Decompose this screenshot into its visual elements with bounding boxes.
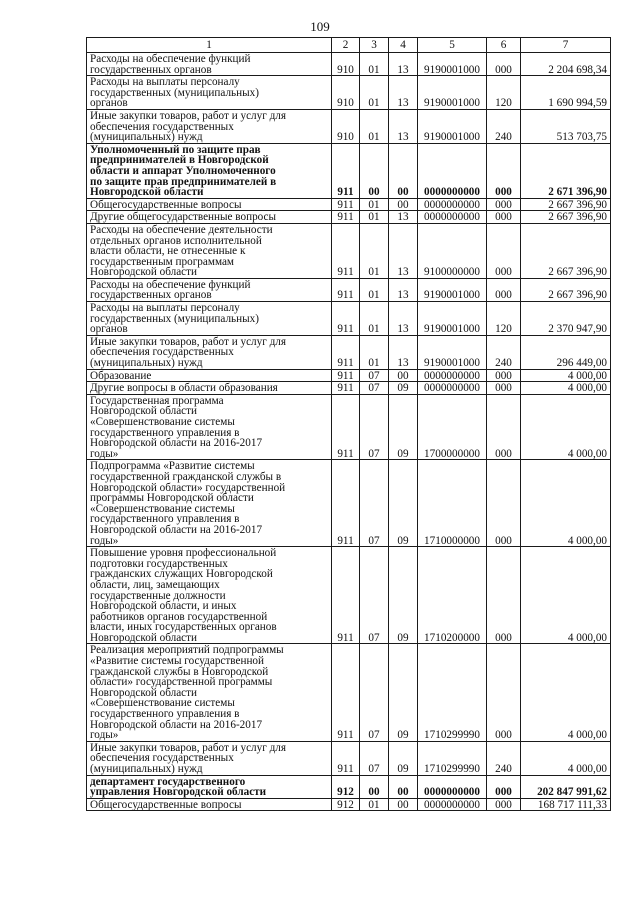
item-name-line: Новгородской области на 2016-2017 [90,718,263,731]
item-name-line: государственных органов [90,63,212,76]
subsection-code-cell: 13 [389,76,418,110]
amount-cell: 2 667 396,90 [521,198,611,211]
subsection-code-cell: 13 [389,302,418,336]
table-row [87,109,611,143]
expense-type-cell: 000 [487,382,521,395]
target-article-cell: 0000000000 [418,798,487,811]
table-row [87,278,611,301]
item-name-line: государственной гражданской службы в [90,470,282,483]
target-article-cell: 9190001000 [418,109,487,143]
subsection-code-cell: 00 [389,775,418,798]
chapter-code-cell: 911 [332,143,360,198]
section-code-cell: 07 [360,644,389,741]
item-name-line: Расходы на выплаты персоналу [90,302,240,315]
item-name-line: программы Новгородской области [90,492,254,505]
section-code-cell: 01 [360,302,389,336]
subsection-code-cell: 09 [389,547,418,644]
target-article-cell: 0000000000 [418,211,487,224]
item-name-line: Другие общегосударственные вопросы [90,211,277,224]
item-name-line: Новгородской области на 2016-2017 [90,437,263,450]
expense-type-cell: 240 [487,335,521,369]
item-name-line: Новгородской области» государственной [90,481,286,494]
item-name-line: Новгородской области, и иных [90,600,237,613]
subsection-code-cell: 00 [389,798,418,811]
item-name-cell [87,76,332,110]
item-name-cell [87,278,332,301]
section-code-cell: 01 [360,335,389,369]
item-name-cell [87,302,332,336]
section-code-cell: 01 [360,76,389,110]
target-article-cell: 9190001000 [418,76,487,110]
table-row [87,394,611,460]
header-cell: 5 [418,38,487,53]
item-name-line: области, лиц, замещающих [90,578,220,591]
subsection-code-cell: 13 [389,278,418,301]
subsection-code-cell: 09 [389,644,418,741]
item-name-line: Общегосударственные вопросы [90,798,242,811]
section-code-cell: 01 [360,211,389,224]
chapter-code-cell: 911 [332,198,360,211]
item-name-line: управления Новгородской области [90,786,267,799]
table-row [87,460,611,547]
item-name-cell [87,198,332,211]
item-name-line: Расходы на обеспечение функций [90,53,251,65]
item-name-line: годы» [90,729,119,742]
expense-type-cell: 000 [487,547,521,644]
table-header-row [87,38,611,53]
item-name-line: органов [90,323,128,336]
item-name-line: государственного управления в [90,513,240,526]
item-name-cell [87,53,332,76]
item-name-line: Новгородской области [90,186,204,199]
expense-type-cell: 000 [487,211,521,224]
table-row [87,369,611,382]
table-row [87,223,611,278]
target-article-cell: 1710200000 [418,547,487,644]
table-row [87,798,611,811]
item-name-line: области» государственной программы [90,676,273,689]
item-name-line: обеспечения государственных [90,346,234,359]
item-name-line: «Совершенствование системы [90,697,235,710]
item-name-line: Иные закупки товаров, работ и услуг для [90,741,287,754]
chapter-code-cell: 911 [332,211,360,224]
expense-type-cell: 000 [487,198,521,211]
subsection-code-cell: 13 [389,211,418,224]
section-code-cell: 01 [360,109,389,143]
subsection-code-cell: 09 [389,382,418,395]
chapter-code-cell: 911 [332,278,360,301]
item-name-cell [87,644,332,741]
item-name-line: Образование [90,369,152,382]
chapter-code-cell: 910 [332,53,360,76]
target-article-cell: 0000000000 [418,775,487,798]
subsection-code-cell: 13 [389,53,418,76]
chapter-code-cell: 911 [332,369,360,382]
item-name-line: отдельных органов исполнительной [90,234,262,247]
amount-cell: 1 690 994,59 [521,76,611,110]
header-cell: 3 [360,38,389,53]
amount-cell: 4 000,00 [521,460,611,547]
target-article-cell: 1710000000 [418,460,487,547]
item-name-cell [87,775,332,798]
amount-cell: 202 847 991,62 [521,775,611,798]
item-name-line: департамент государственного [90,775,246,788]
section-code-cell: 00 [360,143,389,198]
target-article-cell: 9190001000 [418,302,487,336]
item-name-line: Новгородской области [90,686,198,699]
target-article-cell: 1710299990 [418,741,487,775]
section-code-cell: 01 [360,278,389,301]
target-article-cell: 9190001000 [418,278,487,301]
expense-type-cell: 120 [487,302,521,336]
table-row [87,198,611,211]
subsection-code-cell: 00 [389,369,418,382]
table-row [87,741,611,775]
expense-type-cell: 000 [487,460,521,547]
item-name-line: государственные должности [90,589,226,602]
section-code-cell: 01 [360,798,389,811]
item-name-cell [87,798,332,811]
item-name-cell [87,211,332,224]
item-name-line: органов [90,97,128,110]
amount-cell: 4 000,00 [521,382,611,395]
item-name-line: государственного управления в [90,708,240,721]
subsection-code-cell: 00 [389,198,418,211]
amount-cell: 4 000,00 [521,369,611,382]
table-row [87,53,611,76]
expense-type-cell: 120 [487,76,521,110]
section-code-cell: 07 [360,394,389,460]
item-name-line: годы» [90,447,119,460]
section-code-cell: 07 [360,547,389,644]
section-code-cell: 07 [360,382,389,395]
expense-type-cell: 000 [487,53,521,76]
amount-cell: 4 000,00 [521,547,611,644]
item-name-line: Новгородской области [90,405,198,418]
item-name-line: государственных органов [90,289,212,302]
section-code-cell: 01 [360,53,389,76]
item-name-cell [87,369,332,382]
item-name-line: Расходы на обеспечение функций [90,278,251,291]
item-name-line: (муниципальных) нужд [90,763,203,775]
chapter-code-cell: 910 [332,109,360,143]
amount-cell: 4 000,00 [521,741,611,775]
target-article-cell: 1700000000 [418,394,487,460]
item-name-line: Новгородской области [90,631,198,644]
section-code-cell: 07 [360,741,389,775]
item-name-line: государственного управления в [90,426,240,439]
subsection-code-cell: 13 [389,223,418,278]
item-name-line: (муниципальных) нужд [90,131,203,144]
item-name-cell [87,547,332,644]
item-name-cell [87,143,332,198]
section-code-cell: 01 [360,223,389,278]
item-name-line: области и аппарат Уполномоченного [90,164,276,177]
item-name-line: предпринимателей в Новгородской [90,154,269,167]
item-name-line: Государственная программа [90,394,224,407]
item-name-line: власти, иных государственных органов [90,621,277,634]
chapter-code-cell: 910 [332,76,360,110]
target-article-cell: 9190001000 [418,335,487,369]
target-article-cell: 9100000000 [418,223,487,278]
item-name-line: Другие вопросы в области образования [90,382,278,395]
item-name-line: «Развитие системы государственной [90,655,265,668]
amount-cell: 2 667 396,90 [521,278,611,301]
table-row [87,143,611,198]
table-row [87,644,611,741]
subsection-code-cell: 13 [389,109,418,143]
item-name-cell [87,335,332,369]
amount-cell: 168 717 111,33 [521,798,611,811]
amount-cell: 4 000,00 [521,644,611,741]
target-article-cell: 9190001000 [418,53,487,76]
item-name-line: Новгородской области на 2016-2017 [90,523,263,536]
item-name-line: Подпрограмма «Развитие системы [90,460,255,473]
item-name-line: подготовки государственных [90,557,228,570]
item-name-line: «Совершенствование системы [90,502,235,515]
section-code-cell: 07 [360,460,389,547]
section-code-cell: 00 [360,775,389,798]
chapter-code-cell: 912 [332,775,360,798]
item-name-line: обеспечения государственных [90,120,234,133]
section-code-cell: 01 [360,198,389,211]
item-name-line: гражданских служащих Новгородской [90,568,273,581]
amount-cell: 2 204 698,34 [521,53,611,76]
expense-type-cell: 000 [487,644,521,741]
target-article-cell: 0000000000 [418,143,487,198]
table-row [87,76,611,110]
item-name-line: Общегосударственные вопросы [90,198,242,211]
expense-type-cell: 240 [487,741,521,775]
item-name-cell [87,382,332,395]
target-article-cell: 0000000000 [418,369,487,382]
expense-type-cell: 000 [487,223,521,278]
subsection-code-cell: 09 [389,460,418,547]
chapter-code-cell: 911 [332,547,360,644]
header-cell: 6 [487,38,521,53]
chapter-code-cell: 911 [332,741,360,775]
item-name-line: Расходы на обеспечение деятельности [90,223,273,236]
chapter-code-cell: 911 [332,335,360,369]
item-name-line: гражданской службы в Новгородской [90,665,269,678]
item-name-line: государственных (муниципальных) [90,312,259,325]
table-row [87,382,611,395]
chapter-code-cell: 911 [332,394,360,460]
table-body [87,38,611,811]
item-name-line: работников органов государственной [90,610,268,623]
expense-type-cell: 240 [487,109,521,143]
chapter-code-cell: 912 [332,798,360,811]
item-name-cell [87,109,332,143]
chapter-code-cell: 911 [332,460,360,547]
header-cell: 4 [389,38,418,53]
item-name-cell [87,460,332,547]
expense-type-cell: 000 [487,775,521,798]
header-cell: 1 [87,38,332,53]
subsection-code-cell: 09 [389,394,418,460]
target-article-cell: 0000000000 [418,198,487,211]
item-name-line: Иные закупки товаров, работ и услуг для [90,335,287,348]
chapter-code-cell: 911 [332,223,360,278]
target-article-cell: 1710299990 [418,644,487,741]
amount-cell: 2 667 396,90 [521,223,611,278]
page-number: 109 [310,19,330,34]
item-name-line: (муниципальных) нужд [90,357,203,370]
header-cell: 2 [332,38,360,53]
item-name-line: по защите прав предпринимателей в [90,175,277,188]
item-name-line: «Совершенствование системы [90,416,235,428]
table-row [87,335,611,369]
chapter-code-cell: 911 [332,382,360,395]
header-cell: 7 [521,38,611,53]
item-name-cell [87,394,332,460]
item-name-line: Иные закупки товаров, работ и услуг для [90,109,287,122]
item-name-line: годы» [90,534,119,547]
item-name-line: обеспечения государственных [90,752,234,765]
amount-cell: 2 671 396,90 [521,143,611,198]
item-name-line: Реализация мероприятий подпрограммы [90,644,284,657]
amount-cell: 2 370 947,90 [521,302,611,336]
expense-type-cell: 000 [487,278,521,301]
item-name-line: государственным программам [90,255,234,268]
target-article-cell: 0000000000 [418,382,487,395]
table-row [87,547,611,644]
chapter-code-cell: 911 [332,644,360,741]
table-row [87,302,611,336]
item-name-line: Повышение уровня профессиональной [90,547,277,560]
amount-cell: 2 667 396,90 [521,211,611,224]
table-row [87,775,611,798]
expense-type-cell: 000 [487,143,521,198]
expense-type-cell: 000 [487,798,521,811]
item-name-line: Новгородской области [90,266,198,279]
expense-type-cell: 000 [487,394,521,460]
subsection-code-cell: 09 [389,741,418,775]
item-name-line: власти области, не отнесенные к [90,245,246,258]
section-code-cell: 07 [360,369,389,382]
item-name-cell [87,741,332,775]
subsection-code-cell: 13 [389,335,418,369]
amount-cell: 4 000,00 [521,394,611,460]
chapter-code-cell: 911 [332,302,360,336]
item-name-line: Расходы на выплаты персоналу [90,76,240,89]
table-row [87,211,611,224]
subsection-code-cell: 00 [389,143,418,198]
item-name-cell [87,223,332,278]
amount-cell: 513 703,75 [521,109,611,143]
budget-table [86,37,611,811]
item-name-line: государственных (муниципальных) [90,86,259,99]
amount-cell: 296 449,00 [521,335,611,369]
item-name-line: Уполномоченный по защите прав [90,143,261,156]
expense-type-cell: 000 [487,369,521,382]
